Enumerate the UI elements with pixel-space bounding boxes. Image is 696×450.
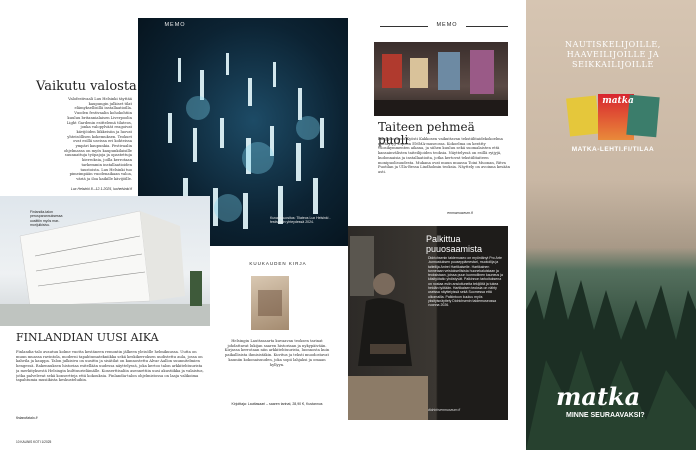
article-body-light: Valofestivaali Lux Helsinki täyttää kaupungin julkiset tilat elämyksellisillä installaatioilla. Vuoden festivaalin kohokohtiin kuuluu britannialaisen Liverpoolin Light Gardenin esittelemä tilateos, jonka valopylväät reagoivat kävijöiden liikkeisiin ja luovat yhteisöllisen kokemuksen. Teokset ovat esillä useissa eri kohteissa ympäri kaupunkia. Festivaalin ohjelmassa on myös kaupunkilaisille suunnattuja työpajoja ja opastettuja kierroksia, joilla kerrotaan tarkemmin installaatioiden taustoista. Lux Helsinki tuo pimeimpään vuodenaikaan valoa, väriä ja iloa kaikille kävijöille. bbox=[63, 97, 132, 181]
memo-line-right-1 bbox=[380, 26, 428, 27]
ad-url[interactable]: MATKA-LEHTI.FI/TILAA bbox=[571, 146, 655, 153]
article-body-finlandia: Finlandia-talo avautuu kolme vuotta kestäneen remontin jälkeen yleisölle helmikuussa. Uutta on muun muassa ravintola, moderni tapahtumatekniikka sekä keskikerroksen uudistettu aula, jossa on kahvila ja kauppa. Talon julkisivu on uusittu ja sisätilat on kunnostettu Alvar Aallon suunnitelmien hengessä. Rakennuksen historiaa esitellään uudessa näyttelyssä, joka kertoo talon arkkitehtuurista ja merkityksestä Helsingin kulttuurielämälle. Konserttisaliin asennettiin uusi akustiikka ja valaistus, jotka palvelevat sekä konsertteja että kokouksia. Finlandia-talon ohjelmistossa on laaja valikoima tapahtumia musiikista keskusteluihin. bbox=[16, 350, 204, 383]
article-credit-woodwork: didrichsenmuseum.fi bbox=[428, 408, 461, 412]
memo-line-right-2 bbox=[466, 26, 508, 27]
museum-gallery-photo bbox=[374, 42, 508, 116]
article-title-woodwork: Palkittua puuosaamista bbox=[426, 234, 483, 254]
article-credit-light: Lux Helsinki 8.–12.1.2025, luxhelsinki.fi bbox=[70, 187, 132, 191]
gallery-textiles-graphic bbox=[374, 42, 508, 116]
book-credit: Kirjoittaja: Lauttasaari – saaren tarinat, 28,90 €, Kustannus bbox=[231, 402, 323, 406]
article-title-textile: Taiteen pehmeä puoli bbox=[378, 120, 475, 147]
magazine-cover-back bbox=[566, 96, 600, 137]
book-body: Helsingin Lauttasaarta kuvaavan teoksen tarinat johdattavat lukijan saaren historiaan ja nykypäivään. Kirjassa kerrotaan niin arkkitehtuurista, luonnosta kuin paikallisista ihmisistäkin. Kuvitus ja teksti muodostavat kauniin kokonaisuuden, joka sopii lahjaksi ja omaan hyllyyn. bbox=[224, 339, 330, 367]
article-title-light: Vaikutu valosta bbox=[36, 79, 137, 94]
book-cover-illustration bbox=[258, 290, 282, 316]
ad-headline: NAUTISKELIJOILLE, HAAVEILIJOILLE JA SEIKKAILIJOILLE bbox=[565, 40, 661, 69]
article-credit-finlandia: finlandiatalo.fi bbox=[16, 416, 38, 420]
article-body-woodwork: Didrichsenin taidemuseo on myöntänyt Pro Arte -tunnustuksen puuseppämestari, muotoilija ja taiteilija Antrei Hartikaiselle. Hartikainen tunnetaan veistoksellisista huonekaluistaan ja teoksistaan, joissa puun luonnollinen kauneus ja käsityötaito yhdistyvät. Palkinnon tarkoituksena on nostaa esiin ansioituneita tekijöitä ja tukea heidän työtään. Hartikaisen teoksia on nähty useissa näyttelyissä sekä Suomessa että ulkomailla. Palkintoon kuuluu myös yksityisnäyttely Didrichsenin taidemuseossa vuonna 2026. bbox=[428, 256, 503, 308]
magazine-cover-logo: matka bbox=[602, 96, 634, 106]
light-photo-caption: Kuvaussuositus: Tilateos Lux Helsinki -festivaalin yhteydessä 2024. bbox=[270, 216, 331, 225]
book-label: KUUKAUDEN KIRJA bbox=[249, 261, 307, 266]
article-body-textile: Kauppaneuvos Kyösti Kakkosen vaikuttavan tekstiilitaidekokoelma esittäytyy Espoon EMMA-museossa. Kokoelma on kerätty vuosikymmenten aikana, ja siihen kuuluu sekä suomalaisten että kansainvälisten taiteilijoiden teoksia. Näyttelyssä on esillä ryijyjä, kudonnaisia ja installaatioita, jotka kertovat tekstiilitaiteen monipuolisuudesta. Mukana ovat muun muassa Toini Muonan, Ritva Puotilan ja Ulla-Bessa Lindholmin teoksia. Näyttely on avoinna kesään asti. bbox=[378, 137, 510, 174]
finlandia-photo-caption: Finlandia-talon perusparannuksessa uusittiin myös marmorijulkisivu. bbox=[30, 210, 63, 227]
article-title-finlandia: FINLANDIAN UUSI AIKA bbox=[16, 331, 159, 344]
memo-label-right: MEMO bbox=[436, 22, 458, 28]
page-footer-left: 10 KAUNIS KOTI 1/2025 bbox=[16, 440, 52, 444]
ad-tagline: MINNE SEURAAVAKSI? bbox=[566, 412, 645, 419]
ad-forest-graphic bbox=[526, 190, 696, 450]
matka-logo: matka bbox=[556, 382, 641, 411]
memo-label-left: MEMO bbox=[164, 22, 186, 28]
article-credit-textile: emmamuseum.fi bbox=[447, 211, 473, 215]
